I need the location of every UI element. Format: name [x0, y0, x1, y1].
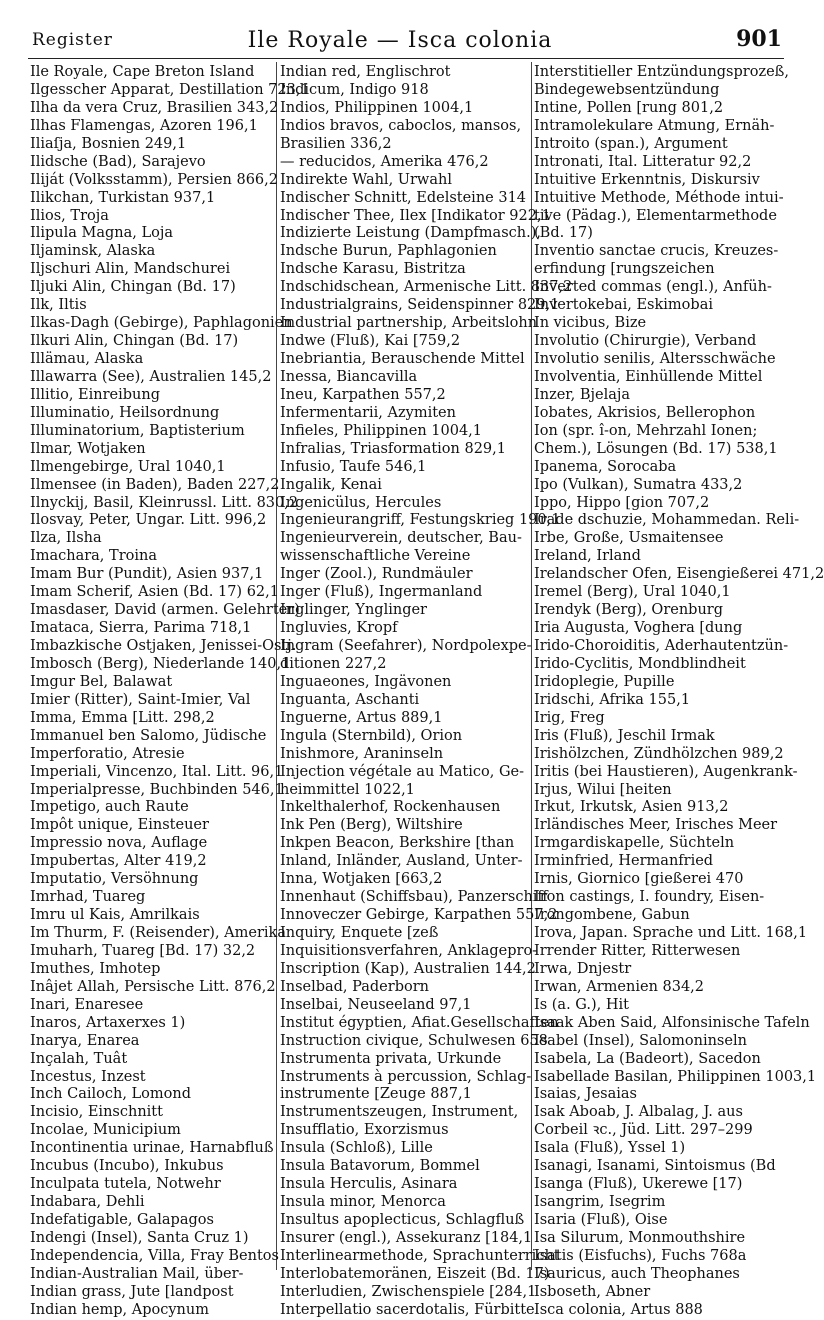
page-number: 901	[736, 26, 782, 52]
index-entry: Indios, Philippinen 1004,1	[280, 99, 474, 116]
index-entry: Iridschi, Afrika 155,1	[534, 691, 691, 708]
index-entry: Instrumenta privata, Urkunde	[280, 1050, 502, 1067]
index-entry: Ilhas Flamengas, Azoren 196,1	[30, 117, 258, 134]
index-entry: Ilikchan, Turkistan 937,1	[30, 189, 216, 206]
index-entry: Ingalik, Kenai	[280, 476, 382, 493]
index-entry: Illitio, Einreibung	[30, 386, 161, 403]
index-entry: Insufflatio, Exorzismus	[280, 1122, 449, 1139]
index-entry: Imgur Bel, Balawat	[30, 673, 173, 690]
index-entry: Ireland, Irland	[534, 548, 641, 565]
index-entry: Im Thurm, F. (Reisender), Amerika	[30, 925, 286, 941]
index-entry: Ilmensee (in Baden), Baden 227,2	[30, 476, 280, 493]
index-entry: Irelandscher Ofen, Eisengießerei 471,2	[534, 566, 824, 583]
index-entry: Inselbai, Neuseeland 97,1	[280, 996, 472, 1013]
index-entry: Involutio senilis, Altersschwäche	[534, 351, 776, 367]
index-entry: Ilmengebirge, Ural 1040,1	[30, 458, 226, 475]
index-entry: Inventio sanctae crucis, Kreuzes-	[534, 243, 779, 260]
index-entry: Illawarra (See), Australien 145,2	[30, 368, 272, 385]
index-entry: Irishölzchen, Zündhölzchen 989,2	[534, 745, 784, 762]
index-entry: Inger (Fluß), Ingermanland	[280, 584, 483, 601]
index-entry: Impubertas, Alter 419,2	[30, 853, 207, 870]
index-entry: Ilmar, Wotjaken	[30, 440, 146, 457]
index-entry: — reducidos, Amerika 476,2	[280, 153, 489, 170]
index-entry: Irido-Cyclitis, Mondblindheit	[534, 655, 746, 672]
index-entry: Indian hemp, Apocynum	[30, 1301, 209, 1318]
index-entry: Ilosvay, Peter, Ungar. Litt. 996,2	[30, 512, 267, 529]
index-entry: Imperforatio, Atresie	[30, 745, 185, 762]
index-entry: Indwe (Fluß), Kai [759,2	[280, 333, 461, 350]
index-entry: Isaak Aben Said, Alfonsinische Tafeln	[534, 1014, 810, 1031]
index-entry: Iria Augusta, Voghera [dung	[534, 620, 743, 637]
index-entry: Ink Pen (Berg), Wiltshire	[280, 817, 463, 834]
index-entry: Irmgardiskapelle, Süchteln	[534, 835, 735, 852]
index-entry: Incolae, Municipium	[30, 1122, 181, 1139]
index-entry: Ilidsche (Bad), Sarajevo	[30, 153, 206, 170]
index-entry: Isatis (Eisfuchs), Fuchs 768a	[534, 1247, 747, 1264]
index-entry: Imputatio, Versöhnung	[30, 871, 199, 888]
index-entry: Ingram (Seefahrer), Nordpolexpe-	[280, 638, 532, 654]
index-entry: Irrender Ritter, Ritterwesen	[534, 942, 741, 959]
index-entry: Inselbad, Paderborn	[280, 978, 429, 995]
index-entry: Isabela, La (Badeort), Sacedon	[534, 1050, 761, 1067]
index-entry: Irkut, Irkutsk, Asien 913,2	[534, 799, 729, 816]
index-entry: Inarya, Enarea	[30, 1032, 140, 1049]
index-entry: Irminfried, Hermanfried	[534, 853, 714, 870]
index-entry: Imperialpresse, Buchbinden 546,1	[30, 781, 284, 798]
index-entry: Is (a. G.), Hit	[534, 996, 629, 1013]
index-entry: Isaias, Jesaias	[534, 1086, 637, 1103]
index-entry: Inessa, Biancavilla	[280, 368, 418, 385]
index-entry: (Bd. 17)	[534, 225, 593, 242]
index-entry: Incontinentia urinae, Harnabfluß	[30, 1140, 274, 1157]
index-entry: Imru ul Kais, Amrilkais	[30, 907, 200, 924]
index-entry: Iobates, Akrisios, Bellerophon	[534, 404, 756, 421]
index-entry: Isa Silurum, Monmouthshire	[534, 1229, 746, 1246]
index-entry: Imachara, Troina	[30, 548, 157, 565]
index-entry: Imperiali, Vincenzo, Ital. Litt. 96,1	[30, 763, 284, 780]
index-entry: Impetigo, auch Raute	[30, 799, 189, 816]
index-entry: Imasdaser, David (armen. Gelehrter)	[30, 602, 300, 619]
index-entry: Independencia, Villa, Fray Bentos	[30, 1247, 279, 1264]
index-entry: Indschidschean, Armenische Litt. 837,2	[280, 279, 573, 296]
index-entry: Insula minor, Menorca	[280, 1194, 446, 1211]
index-entry: Infermentarii, Azymiten	[280, 404, 456, 421]
index-entry: Inguanta, Aschanti	[280, 691, 420, 708]
header-register-label: Register	[32, 30, 113, 50]
index-entry: Indsche Burun, Paphlagonien	[280, 243, 497, 260]
index-entry: Impôt unique, Einsteuer	[30, 817, 209, 834]
index-entry: Imrhad, Tuareg	[30, 889, 146, 906]
index-entry: Isaria (Fluß), Oise	[534, 1212, 668, 1228]
index-entry: Brasilien 336,2	[280, 135, 392, 152]
index-entry: Imam Bur (Pundit), Asien 937,1	[30, 566, 264, 583]
index-entry: Ilipula Magna, Loja	[30, 225, 173, 242]
index-entry: Irade dschuzie, Mohammedan. Reli-	[534, 512, 800, 529]
index-entry: Insula (Schloß), Lille	[280, 1140, 433, 1157]
index-entry: wissenschaftliche Vereine	[280, 548, 471, 565]
index-entry: Intramolekulare Atmung, Ernäh-	[534, 117, 775, 134]
index-entry: Iritis (bei Haustieren), Augenkrank-	[534, 763, 798, 780]
index-entry: Intronati, Ital. Litteratur 92,2	[534, 153, 752, 170]
index-entry: Imier (Ritter), Saint-Imier, Val	[30, 691, 251, 708]
index-entry: Infieles, Philippinen 1004,1	[280, 422, 483, 439]
index-entry: Introito (span.), Argument	[534, 135, 728, 152]
index-entry: Iremel (Berg), Ural 1040,1	[534, 584, 731, 601]
index-entry: Isanga (Fluß), Ukerewe [17)	[534, 1176, 743, 1193]
index-entry: Imam Scherif, Asien (Bd. 17) 62,1	[30, 584, 279, 601]
index-entry: Isangrim, Isegrim	[534, 1194, 666, 1211]
index-entry: Iljaminsk, Alaska	[30, 243, 156, 260]
index-entry: Isak Aboab, J. Albalag, J. aus	[534, 1104, 743, 1121]
index-entry: Irendyk (Berg), Orenburg	[534, 602, 724, 619]
index-entry: Iridoplegie, Pupille	[534, 673, 675, 690]
index-entry: Ipanema, Sorocaba	[534, 458, 677, 475]
index-entry: Isauricus, auch Theophanes	[534, 1265, 740, 1282]
index-entry: Indefatigable, Galapagos	[30, 1212, 214, 1228]
index-entry: Indicum, Indigo 918	[280, 81, 429, 98]
index-entry: Interludien, Zwischenspiele [284,1	[280, 1283, 537, 1300]
index-entry: Irnis, Giornico [gießerei 470	[534, 871, 744, 888]
index-column-1	[30, 64, 310, 1318]
index-entry: Imma, Emma [Litt. 298,2	[30, 709, 215, 726]
index-entry: Inculpata tutela, Notwehr	[30, 1176, 221, 1193]
index-entry: Indengi (Insel), Santa Cruz 1)	[30, 1229, 249, 1246]
index-entry: Imataca, Sierra, Parima 718,1	[30, 620, 252, 637]
index-entry: Ilgesscher Apparat, Destillation 723,1	[30, 81, 310, 98]
index-entry: Irbe, Große, Usmaitensee	[534, 530, 724, 547]
index-entry: Ilza, Ilsha	[30, 530, 102, 547]
index-entry: Inebriantia, Berauschende Mittel	[280, 351, 525, 367]
index-entry: Isca colonia, Artus 888	[534, 1301, 703, 1318]
index-entry: Insula Herculis, Asinara	[280, 1176, 458, 1193]
index-entry: Infralias, Triasformation 829,1	[280, 440, 506, 457]
index-entry: Iliját (Volksstamm), Persien 866,2	[30, 171, 278, 188]
index-entry: Insurer (engl.), Assekuranz [184,1	[280, 1229, 533, 1246]
index-entry: Irländisches Meer, Irisches Meer	[534, 817, 778, 834]
index-entry: Inch Cailoch, Lomond	[30, 1086, 192, 1103]
index-entry: Ingenieurangriff, Festungskrieg 190,1	[280, 512, 561, 529]
index-entry: Ippo, Hippo [gion 707,2	[534, 494, 710, 511]
index-entry: Involutio (Chirurgie), Verband	[534, 333, 757, 350]
index-entry: Chem.), Lösungen (Bd. 17) 538,1	[534, 440, 778, 457]
index-entry: Infusio, Taufe 546,1	[280, 458, 427, 475]
index-entry: Irongombene, Gabun	[534, 907, 690, 924]
index-entry: Indian-Australian Mail, über-	[30, 1265, 244, 1282]
index-entry: Iljschuri Alin, Mandschurei	[30, 261, 231, 278]
index-entry: Impressio nova, Auflage	[30, 835, 208, 852]
index-entry: Institut égyptien, Afiat.Gesellschaften	[280, 1014, 559, 1031]
index-entry: Irjus, Wilui [heiten	[534, 781, 672, 798]
index-entry: Instruction civique, Schulwesen 658	[280, 1032, 548, 1049]
index-entry: Intuitive Erkenntnis, Diskursiv	[534, 171, 760, 188]
index-entry: Ilkuri Alin, Chingan (Bd. 17)	[30, 333, 239, 350]
index-entry: Indian red, Englischrot	[280, 64, 451, 80]
index-entry: Irwa, Dnjestr	[534, 960, 632, 977]
index-entry: Inglinger, Ynglinger	[280, 602, 427, 619]
index-entry: Inaros, Artaxerxes 1)	[30, 1014, 186, 1031]
index-entry: Interpellatio sacerdotalis, Fürbitte	[280, 1301, 535, 1318]
index-entry: instrumente [Zeuge 887,1	[280, 1086, 472, 1103]
index-entry: Corbeil ꝛc., Jüd. Litt. 297–299	[534, 1122, 753, 1139]
header-rule	[28, 58, 784, 59]
index-entry: Insula Batavorum, Bommel	[280, 1158, 480, 1175]
index-entry: Imuharh, Tuareg [Bd. 17) 32,2	[30, 942, 256, 959]
index-entry: Indios bravos, caboclos, mansos,	[280, 117, 522, 134]
index-entry: tive (Pädag.), Elementarmethode	[534, 207, 777, 224]
index-entry: Industrialgrains, Seidenspinner 829,1	[280, 297, 560, 314]
index-entry: Indischer Schnitt, Edelsteine 314	[280, 189, 527, 206]
column-divider	[531, 62, 532, 1270]
index-entry: Irig, Freg	[534, 709, 605, 726]
index-entry: Indian grass, Jute [landpost	[30, 1283, 234, 1300]
index-entry: Interlinearmethode, Sprachunterricht	[280, 1247, 560, 1264]
index-entry: Invertokebai, Eskimobai	[534, 297, 713, 314]
index-entry: Injection végétale au Matico, Ge-	[280, 763, 525, 780]
index-entry: Imbazkische Ostjaken, Jenissei-Ostj.	[30, 638, 297, 654]
index-entry: Ingluvies, Kropf	[280, 620, 398, 637]
index-entry: Ilios, Troja	[30, 207, 109, 224]
index-entry: Intuitive Methode, Méthode intui-	[534, 189, 784, 206]
index-entry: Intine, Pollen [rung 801,2	[534, 99, 724, 116]
page-header	[0, 0, 800, 60]
index-entry: Industrial partnership, Arbeitslohn	[280, 315, 538, 332]
index-entry: Immanuel ben Salomo, Jüdische	[30, 727, 267, 744]
index-entry: Inkpen Beacon, Berkshire [than	[280, 835, 515, 852]
index-entry: Isboseth, Abner	[534, 1283, 651, 1300]
index-entry: Isabelladе Basilan, Philippinen 1003,1	[534, 1068, 817, 1085]
index-entry: Instruments à percussion, Schlag-	[280, 1068, 532, 1085]
index-entry: Inari, Enaresee	[30, 996, 144, 1013]
index-entry: Isanagi, Isanami, Sintoismus (Bd	[534, 1158, 776, 1175]
index-entry: Inçalah, Tuât	[30, 1050, 128, 1067]
index-entry: Inverted commas (engl.), Anfüh-	[534, 279, 772, 296]
index-entry: Ilkas-Dagh (Gebirge), Paphlagonien	[30, 315, 293, 332]
index-entry: Inguaeones, Ingävonen	[280, 673, 452, 690]
index-entry: Innoveczer Gebirge, Karpathen 557,2	[280, 907, 558, 924]
index-entry: Imuthes, Imhotep	[30, 960, 161, 977]
index-entry: Inquisitionsverfahren, Anklageprо-	[280, 942, 538, 959]
index-entry: Illämau, Alaska	[30, 351, 144, 367]
index-entry: Inkelthalerhof, Rockenhausen	[280, 799, 501, 816]
index-entry: Inishmore, Araninseln	[280, 745, 444, 762]
index-entry: Indsche Karasu, Bistritza	[280, 261, 466, 278]
index-entry: Incubus (Incubo), Inkubus	[30, 1158, 224, 1175]
index-entry: Instrumentszeugen, Instrument,	[280, 1104, 519, 1121]
index-entry: Inzer, Bjelaja	[534, 386, 630, 403]
index-entry: Inguerne, Artus 889,1	[280, 709, 443, 726]
index-entry: Indirekte Wahl, Urwahl	[280, 171, 452, 188]
index-entry: Imbosch (Berg), Niederlande 140,1	[30, 655, 291, 672]
index-entry: Inland, Inländer, Ausland, Unter-	[280, 853, 523, 870]
index-entry: Inquiry, Enquete [zeß	[280, 925, 439, 941]
header-title: Ile Royale — Isca colonia	[247, 28, 553, 53]
index-column-3	[534, 64, 824, 1318]
index-entry: Irova, Japan. Sprache und Litt. 168,1	[534, 925, 808, 941]
index-entry: ditionen 227,2	[280, 655, 387, 672]
index-entry: Ingenicülus, Hercules	[280, 494, 442, 511]
index-entry: Illuminatio, Heilsordnung	[30, 404, 220, 421]
index-entry: Insultus apoplecticus, Schlagfluß	[280, 1212, 525, 1228]
index-entry: Iliaſja, Bosnien 249,1	[30, 135, 187, 152]
index-entry: Ingula (Sternbild), Orion	[280, 727, 463, 744]
index-entry: Incisio, Einschnitt	[30, 1104, 163, 1121]
index-entry: Ilha da vera Cruz, Brasilien 343,2	[30, 99, 279, 116]
index-entry: Ile Royale, Cape Breton Island	[30, 64, 255, 80]
index-entry: Bindegewebsentzündung	[534, 81, 720, 98]
index-entry: Iljuki Alin, Chingan (Bd. 17)	[30, 279, 236, 296]
index-entry: Inger (Zool.), Rundmäuler	[280, 566, 473, 583]
index-entry: Isabel (Insel), Salomoninseln	[534, 1032, 747, 1049]
index-entry: Ion (spr. î-on, Mehrzahl Ionen;	[534, 422, 758, 439]
index-entry: Inâjet Allah, Persische Litt. 876,2	[30, 978, 276, 995]
index-entry: Indischer Thee, Ilex [Indikator 922,1	[280, 207, 551, 224]
index-entry: Ilk, Iltis	[30, 297, 87, 314]
index-entry: Ilnyckij, Basil, Kleinrussl. Litt. 830,2	[30, 494, 299, 511]
index-entry: Iron castings, I. foundry, Eisen-	[534, 889, 765, 906]
index-entry: Illuminatorium, Baptisterium	[30, 422, 245, 439]
index-entry: Indizierte Leistung (Dampfmasch.),	[280, 225, 541, 242]
index-entry: Innenhaut (Schiffsbau), Panzerschiff	[280, 889, 548, 906]
index-entry: Ingenieurverein, deutscher, Bau-	[280, 530, 522, 547]
index-entry: Ineu, Karpathen 557,2	[280, 386, 446, 403]
index-entry: In vicibus, Bize	[534, 315, 647, 332]
index-entry: Indabara, Dehli	[30, 1194, 145, 1211]
index-entry: heimmittel 1022,1	[280, 781, 415, 798]
index-entry: erfindung [rungszeichen	[534, 261, 715, 278]
index-entry: Irido-Choroiditis, Aderhautentzün-	[534, 638, 789, 654]
index-entry: Interstitieller Entzündungsprozeß,	[534, 64, 789, 80]
index-entry: Ipo (Vulkan), Sumatra 433,2	[534, 476, 743, 493]
index-entry: Iris (Fluß), Jeschil Irmak	[534, 727, 715, 744]
index-entry: Irwan, Armenien 834,2	[534, 978, 705, 995]
index-entry: Involventia, Einhüllende Mittel	[534, 368, 763, 385]
index-entry: Inscription (Kap), Australien 144,2	[280, 960, 536, 977]
index-entry: Incestus, Inzest	[30, 1068, 146, 1085]
index-entry: Isala (Fluß), Yssel 1)	[534, 1140, 686, 1157]
index-entry: Inna, Wotjaken [663,2	[280, 871, 443, 888]
index-entry: Interlobatemoränen, Eiszeit (Bd. 17)	[280, 1265, 550, 1282]
